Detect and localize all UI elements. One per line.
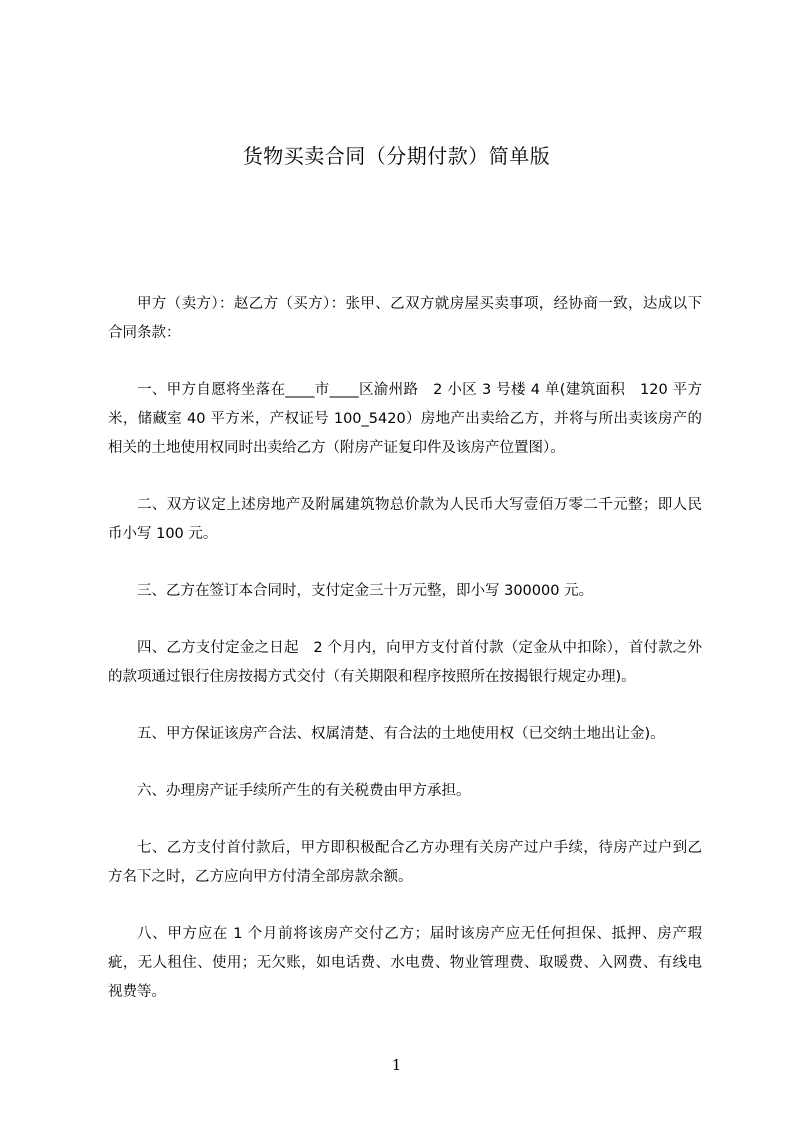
clause-3-paragraph: 三、乙方在签订本合同时，支付定金三十万元整，即小写 300000 元。 [137, 583, 594, 599]
clause-8-paragraph: 八、甲方应在 1 个月前将该房产交付乙方；届时该房产应无任何担保、抵押、房产瑕疵，无人租住、使用；无欠账，如电话费、水电费、物业管理费、取暖费、入网费、有线电视费等。 [108, 926, 702, 1000]
clause-5-paragraph: 五、甲方保证该房产合法、权属清楚、有合法的土地使用权（已交纳土地出让金)。 [137, 726, 665, 742]
page-number: 1 [391, 1056, 402, 1074]
contract-parties-paragraph: 甲方（卖方）：赵乙方（买方）：张甲、乙双方就房屋买卖事项，经协商一致，达成以下合同条款： [108, 296, 702, 341]
clause-2-paragraph: 二、双方议定上述房地产及附属建筑物总价款为人民币大写壹佰万零二千元整；即人民币小写 100 元。 [108, 497, 702, 542]
clause-7-paragraph: 七、乙方支付首付款后，甲方即积极配合乙方办理有关房产过户手续，待房产过户到乙方名下之时，乙方应向甲方付清全部房款余额。 [108, 840, 702, 885]
clause-1-paragraph: 一、甲方自愿将坐落在____市____区渝州路 2 小区 3 号楼 4 单(建筑面积 120 平方米，储藏室 40 平方米，产权证号 100_5420）房地产出卖给乙方，并将与所出卖该房产的相关的土地使用权同时出卖给乙方（附房产证复印件及该房产位置图）。 [108, 382, 702, 456]
contract-body [108, 290, 702, 1007]
clause-6-paragraph: 六、办理房产证手续所产生的有关税费由甲方承担。 [137, 783, 471, 799]
clause-4-paragraph: 四、乙方支付定金之日起 2 个月内，向甲方支付首付款（定金从中扣除），首付款之外的款项通过银行住房按揭方式交付（有关期限和程序按照所在按揭银行规定办理)。 [108, 640, 702, 685]
document-title: 货物买卖合同（分期付款）简单版 [242, 144, 551, 168]
